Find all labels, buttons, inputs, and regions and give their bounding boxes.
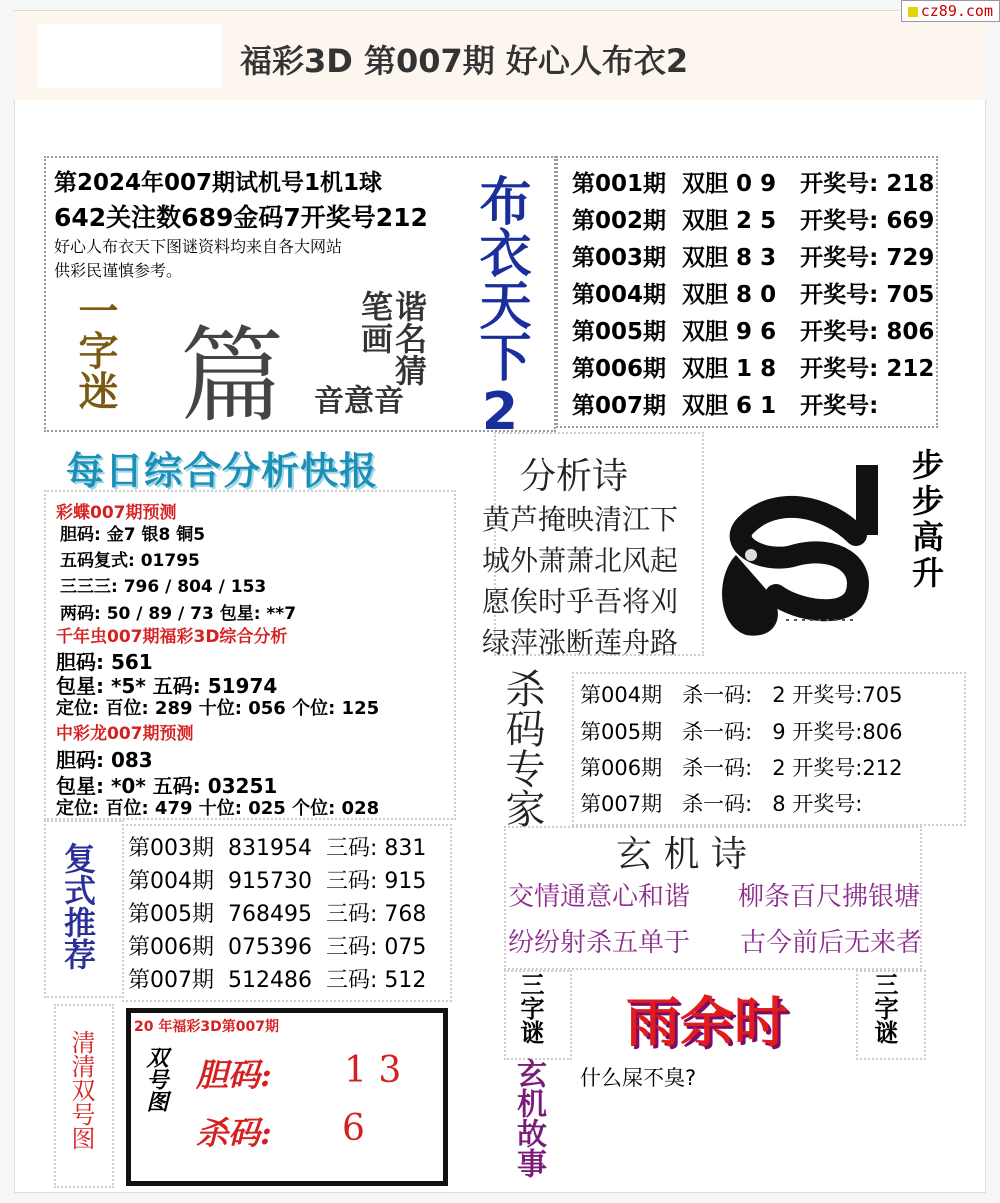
riddle-label: 一字迷 bbox=[72, 290, 118, 410]
fushi-row: 第006期 075396 三码: 075 bbox=[128, 935, 427, 960]
daily-report-title: 每日综合分析快报 bbox=[66, 449, 379, 493]
brand-vertical: 布衣天下2 bbox=[470, 174, 530, 442]
three-char-left: 三字谜 bbox=[516, 972, 544, 1044]
xuanji-poem-line: 交情通意心和谐 bbox=[508, 882, 691, 912]
zhongcai-title: 中彩龙007期预测 bbox=[56, 724, 194, 744]
zhongcai-row-2: 包星: *0* 五码: 03251 bbox=[56, 774, 278, 798]
zhongcai-row-1: 胆码: 083 bbox=[56, 748, 153, 772]
riddle-hint-3: 音意音 bbox=[314, 384, 404, 419]
analysis-poem-line: 城外萧萧北风起 bbox=[482, 544, 679, 577]
kill-row: 第006期 杀一码: 2 开奖号:212 bbox=[580, 756, 903, 780]
ink-art-icon bbox=[706, 445, 896, 655]
trial-note-1: 好心人布衣天下图谜资料均来自各大网站 bbox=[54, 237, 343, 256]
qiannian-row-3: 定位: 百位: 289 十位: 056 个位: 125 bbox=[56, 698, 380, 719]
three-char-question: 什么屎不臭? bbox=[580, 1066, 697, 1090]
kill-row: 第005期 杀一码: 9 开奖号:806 bbox=[580, 720, 903, 744]
seal-dan-label: 胆码: bbox=[196, 1056, 272, 1094]
trial-note-2: 供彩民谨慎参考。 bbox=[54, 261, 183, 280]
qiannian-row-2: 包星: *5* 五码: 51974 bbox=[56, 674, 278, 698]
xuanji-poem-line: 柳条百尺拂银塘 bbox=[738, 882, 921, 912]
analysis-poem-title: 分析诗 bbox=[520, 456, 629, 497]
zhongcai-row-3: 定位: 百位: 479 十位: 025 个位: 028 bbox=[56, 798, 380, 819]
riddle-hint-2: 笔画 bbox=[356, 290, 394, 354]
issue-row: 第001期 双胆 0 9 开奖号: 218 bbox=[572, 171, 935, 197]
kill-expert-label: 杀码专家 bbox=[499, 668, 545, 828]
seal-sha-value: 6 bbox=[342, 1108, 365, 1149]
seal-side: 双号图 bbox=[143, 1046, 169, 1112]
analysis-poem-line: 绿萍涨断莲舟路 bbox=[482, 626, 679, 659]
fushi-row: 第007期 512486 三码: 512 bbox=[128, 968, 427, 993]
issue-row: 第002期 双胆 2 5 开奖号: 669 bbox=[572, 208, 935, 234]
step-up-text: 步步高升 bbox=[907, 448, 945, 592]
badge-text: cz89.com bbox=[920, 2, 993, 20]
badge-dot-icon bbox=[908, 7, 918, 17]
seal-sha-label: 杀码: bbox=[196, 1114, 272, 1152]
qiannian-row-1: 胆码: 561 bbox=[56, 650, 153, 674]
issue-row: 第006期 双胆 1 8 开奖号: 212 bbox=[572, 356, 935, 382]
issue-row: 第004期 双胆 8 0 开奖号: 705 bbox=[572, 282, 935, 308]
xuanji-story-label: 玄机故事 bbox=[511, 1058, 546, 1178]
issue-row: 第003期 双胆 8 3 开奖号: 729 bbox=[572, 245, 935, 271]
logo-area bbox=[38, 24, 222, 88]
qiannian-title: 千年虫007期福彩3D综合分析 bbox=[56, 627, 288, 647]
issue-row: 第005期 双胆 9 6 开奖号: 806 bbox=[572, 319, 935, 345]
xuanji-poem-title: 玄 机 诗 bbox=[616, 834, 747, 875]
xuanji-poem-line: 纷纷射杀五单于 bbox=[508, 928, 691, 958]
caidie-row-4: 两码: 50 / 89 / 73 包星: **7 bbox=[60, 604, 297, 624]
site-badge[interactable] bbox=[901, 0, 1000, 22]
seal-header: 20 年福彩3D第007期 bbox=[134, 1019, 279, 1035]
riddle-big-char: 篇 bbox=[180, 315, 285, 437]
three-char-right: 三字谜 bbox=[870, 972, 898, 1044]
three-char-answer: 雨余时 bbox=[626, 991, 788, 1054]
issue-row: 第007期 双胆 6 1 开奖号: bbox=[572, 393, 879, 419]
fushi-row: 第004期 915730 三码: 915 bbox=[128, 869, 427, 894]
analysis-poem-line: 黄芦掩映清江下 bbox=[482, 503, 679, 536]
trial-line-1: 第2024年007期试机号1机1球 bbox=[54, 170, 383, 196]
qingqing-label: 清清双号图 bbox=[67, 1030, 95, 1150]
xuanji-poem-line: 古今前后无来者 bbox=[740, 928, 923, 958]
riddle-hint-1: 谐名猜 bbox=[390, 290, 428, 386]
kill-row: 第004期 杀一码: 2 开奖号:705 bbox=[580, 683, 903, 707]
caidie-row-1: 胆码: 金7 银8 铜5 bbox=[60, 525, 206, 545]
kill-row: 第007期 杀一码: 8 开奖号: bbox=[580, 792, 863, 816]
caidie-row-2: 五码复式: 01795 bbox=[60, 551, 200, 571]
fushi-label: 复式推荐 bbox=[59, 842, 97, 970]
caidie-row-3: 三三三: 796 / 804 / 153 bbox=[60, 577, 267, 597]
trial-line-2: 642关注数689金码7开奖号212 bbox=[54, 203, 428, 232]
fushi-row: 第005期 768495 三码: 768 bbox=[128, 902, 427, 927]
caidie-title: 彩蝶007期预测 bbox=[56, 503, 177, 523]
analysis-poem-line: 愿俟时乎吾将刈 bbox=[482, 585, 679, 618]
page-title: 福彩3D 第007期 好心人布衣2 bbox=[240, 42, 689, 80]
fushi-row: 第003期 831954 三码: 831 bbox=[128, 836, 427, 861]
seal-dan-value: 1 3 bbox=[344, 1050, 402, 1091]
